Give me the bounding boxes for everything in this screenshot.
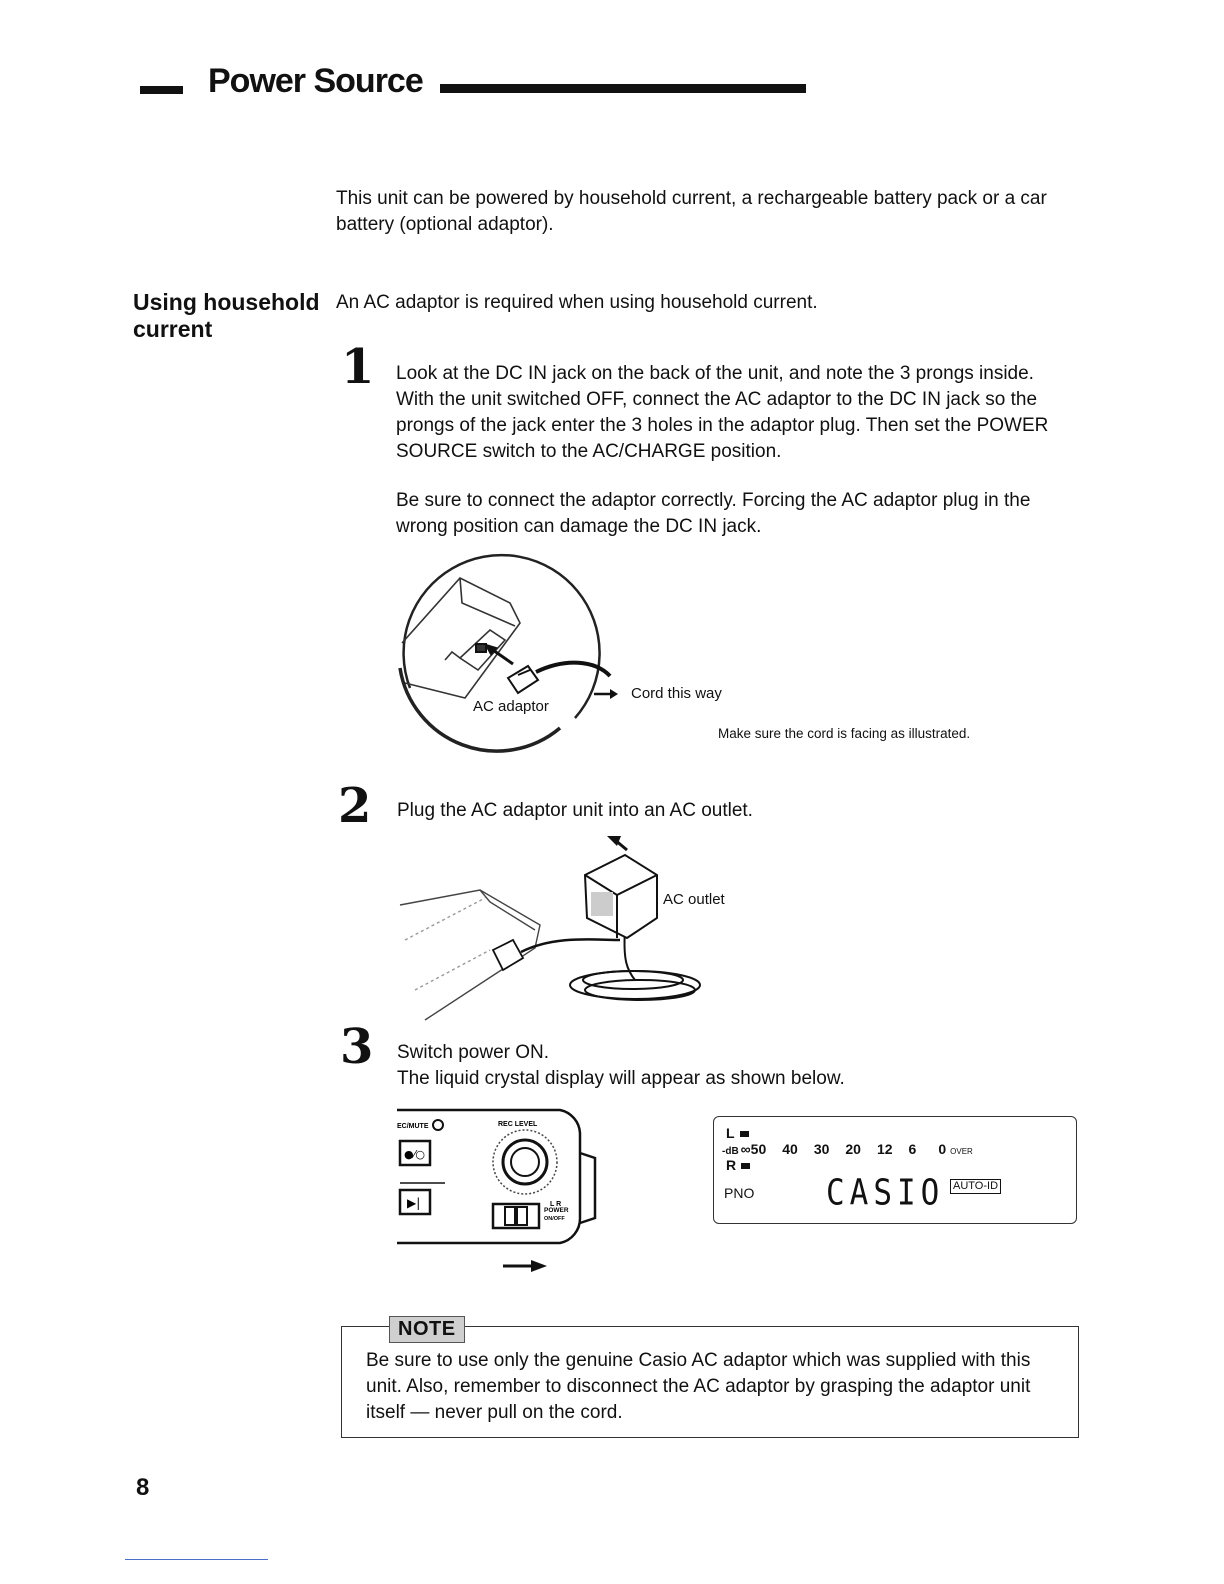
ac-adaptor-label: AC adaptor: [473, 698, 549, 715]
lcd-tick: 6: [908, 1141, 917, 1157]
section-lead: An AC adaptor is required when using household current.: [336, 292, 818, 313]
lcd-db-label: -dB: [722, 1146, 739, 1157]
lcd-right-channel: [726, 1157, 750, 1173]
intro-paragraph: This unit can be powered by household current, a rechargeable battery pack or a car battery (optional adaptor).: [336, 188, 1047, 235]
lcd-tick: 20: [845, 1141, 861, 1157]
rec-level-knob[interactable]: [493, 1130, 557, 1194]
section-heading: [133, 289, 333, 343]
note-text: Be sure to use only the genuine Casio AC adaptor which was supplied with this unit. Also, remember to disconnect the AC adaptor by grasping the adaptor unit itself — never pull on the cord.: [366, 1350, 1031, 1423]
section-heading-line2: current: [133, 316, 213, 342]
step-3-line1: Switch power ON.: [397, 1042, 550, 1063]
lcd-over-label: OVER: [950, 1147, 973, 1156]
lcd-tick: 30: [813, 1141, 830, 1157]
lcd-db-scale: [722, 1141, 973, 1157]
lcd-tick: 40: [782, 1141, 798, 1157]
step-3-line2: The liquid crystal display will appear as shown below.: [397, 1068, 845, 1089]
lcd-autoid-badge: AUTO-ID: [950, 1179, 1001, 1194]
header-bar-left: [140, 86, 183, 94]
lcd-tick: 0: [938, 1141, 947, 1157]
note-label: NOTE: [389, 1316, 465, 1343]
lcd-tick: 12: [876, 1141, 893, 1157]
lcd-display: [713, 1116, 1077, 1224]
lcd-tick: ∞50: [740, 1141, 767, 1157]
lcd-left-meter: [740, 1131, 749, 1137]
page-number: 8: [136, 1474, 150, 1501]
lcd-left-channel: [726, 1125, 749, 1141]
step-1-warning: Be sure to connect the adaptor correctly. Forcing the AC adaptor plug in the wrong position can damage the DC IN jack.: [396, 490, 1031, 537]
header-bar-right: [440, 84, 806, 93]
section-heading-line1: Using household: [133, 289, 320, 315]
step-1-text: Look at the DC IN jack on the back of the unit, and note the 3 prongs inside. With the unit switched OFF, connect the AC adaptor to the DC IN jack so the prongs of the jack enter the 3 holes in the adaptor plug. Then set the POWER SOURCE switch to the AC/CHARGE position.: [396, 363, 1049, 462]
lcd-right-meter: [741, 1163, 750, 1169]
power-label: POWER: [544, 1207, 569, 1214]
pause-play-button[interactable]: [400, 1190, 430, 1214]
lcd-l-label: L: [726, 1125, 735, 1141]
arrow-right-icon: [531, 1260, 547, 1272]
step-2-text: Plug the AC adaptor unit into an AC outlet.: [397, 800, 753, 821]
step-1-number: 1: [341, 339, 375, 395]
power-switch[interactable]: [493, 1204, 539, 1228]
step-3-text: [397, 1040, 1077, 1092]
lcd-pno-label: PNO: [724, 1185, 755, 1201]
rec-mute-label: EC/MUTE: [397, 1123, 429, 1130]
onoff-label: ON/OFF: [544, 1216, 565, 1222]
lr-balance-label: L R: [550, 1201, 562, 1208]
cord-facing-caption: Make sure the cord is facing as illustrated.: [718, 726, 971, 741]
step-2-number: 2: [338, 778, 372, 834]
rec-mute-indicator-icon: [433, 1120, 443, 1130]
page-title: Power Source: [208, 62, 423, 100]
step-3-number: 3: [340, 1019, 374, 1075]
cord-direction-caption: Cord this way: [631, 685, 722, 702]
ac-outlet-illustration: [395, 830, 715, 1030]
bottom-rule: [125, 1559, 268, 1560]
rec-mute-button[interactable]: [400, 1141, 430, 1165]
ac-outlet-label: AC outlet: [663, 891, 725, 908]
power-switch-panel-illustration: [395, 1108, 605, 1283]
play-icon: ▶|: [407, 1196, 421, 1210]
dc-in-connection-illustration: [390, 548, 630, 758]
rec-level-label: REC LEVEL: [498, 1121, 538, 1128]
lcd-r-label: R: [726, 1157, 737, 1173]
lcd-main-text: CASIO: [826, 1172, 945, 1214]
rec-mute-icon: ●⁄○: [404, 1148, 426, 1161]
